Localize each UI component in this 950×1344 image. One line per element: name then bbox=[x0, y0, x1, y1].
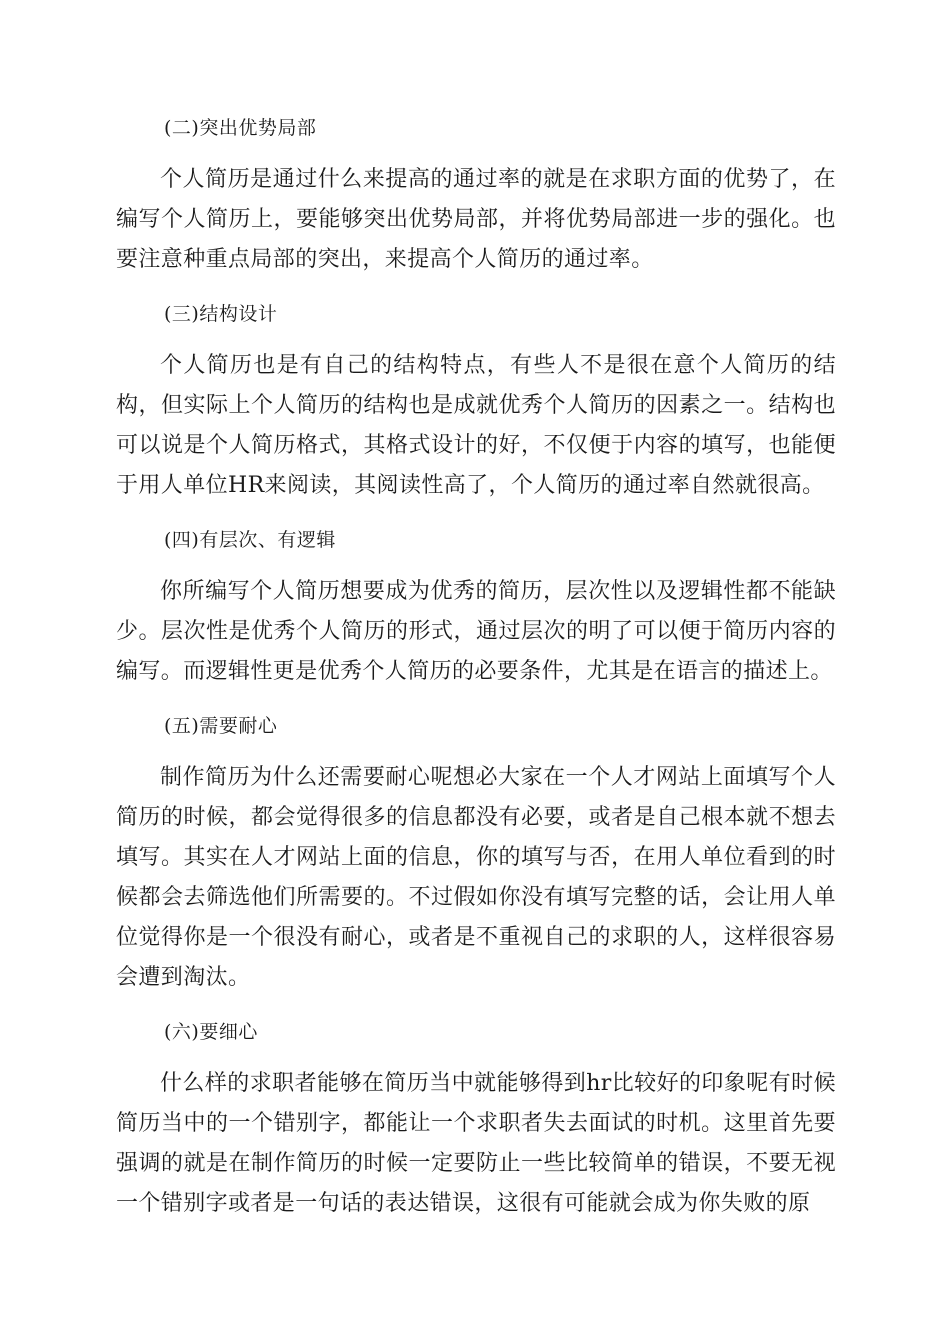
section-heading-3: (三)结构设计 bbox=[164, 303, 278, 325]
section-heading-5: (五)需要耐心 bbox=[164, 715, 278, 737]
section-body-4: 你所编写个人简历想要成为优秀的简历，层次性以及逻辑性都不能缺少。层次性是优秀个人简历的形式，通过层次的明了可以便于简历内容的编写。而逻辑性更是优秀个人简历的必要条件，尤其是在语言的描述上。 bbox=[116, 579, 836, 684]
section-heading-4: (四)有层次、有逻辑 bbox=[164, 529, 336, 551]
section-heading-2: (二)突出优势局部 bbox=[164, 117, 317, 139]
section-body-3: 个人简历也是有自己的结构特点，有些人不是很在意个人简历的结构，但实际上个人简历的结构也是成就优秀个人简历的因素之一。结构也可以说是个人简历格式，其格式设计的好，不仅便于内容的填写，也能便于用人单位HR来阅读，其阅读性高了，个人简历的通过率自然就很高。 bbox=[116, 353, 836, 498]
document-page bbox=[116, 110, 836, 1240]
section-body-2: 个人简历是通过什么来提高的通过率的就是在求职方面的优势了，在编写个人简历上，要能够突出优势局部，并将优势局部进一步的强化。也要注意种重点局部的突出，来提高个人简历的通过率。 bbox=[116, 167, 836, 272]
section-body-5: 制作简历为什么还需要耐心呢想必大家在一个人才网站上面填写个人简历的时候，都会觉得很多的信息都没有必要，或者是自己根本就不想去填写。其实在人才网站上面的信息，你的填写与否，在用人单位看到的时候都会去筛选他们所需要的。不过假如你没有填写完整的话，会让用人单位觉得你是一个很没有耐心，或者是不重视自己的求职的人，这样很容易会遭到淘汰。 bbox=[116, 765, 836, 990]
section-body-6: 什么样的求职者能够在简历当中就能够得到hr比较好的印象呢有时候简历当中的一个错别字，都能让一个求职者失去面试的时机。这里首先要强调的就是在制作简历的时候一定要防止一些比较简单的错误，不要无视一个错别字或者是一句话的表达错误，这很有可能就会成为你失败的原 bbox=[116, 1071, 836, 1216]
section-heading-6: (六)要细心 bbox=[164, 1021, 258, 1043]
